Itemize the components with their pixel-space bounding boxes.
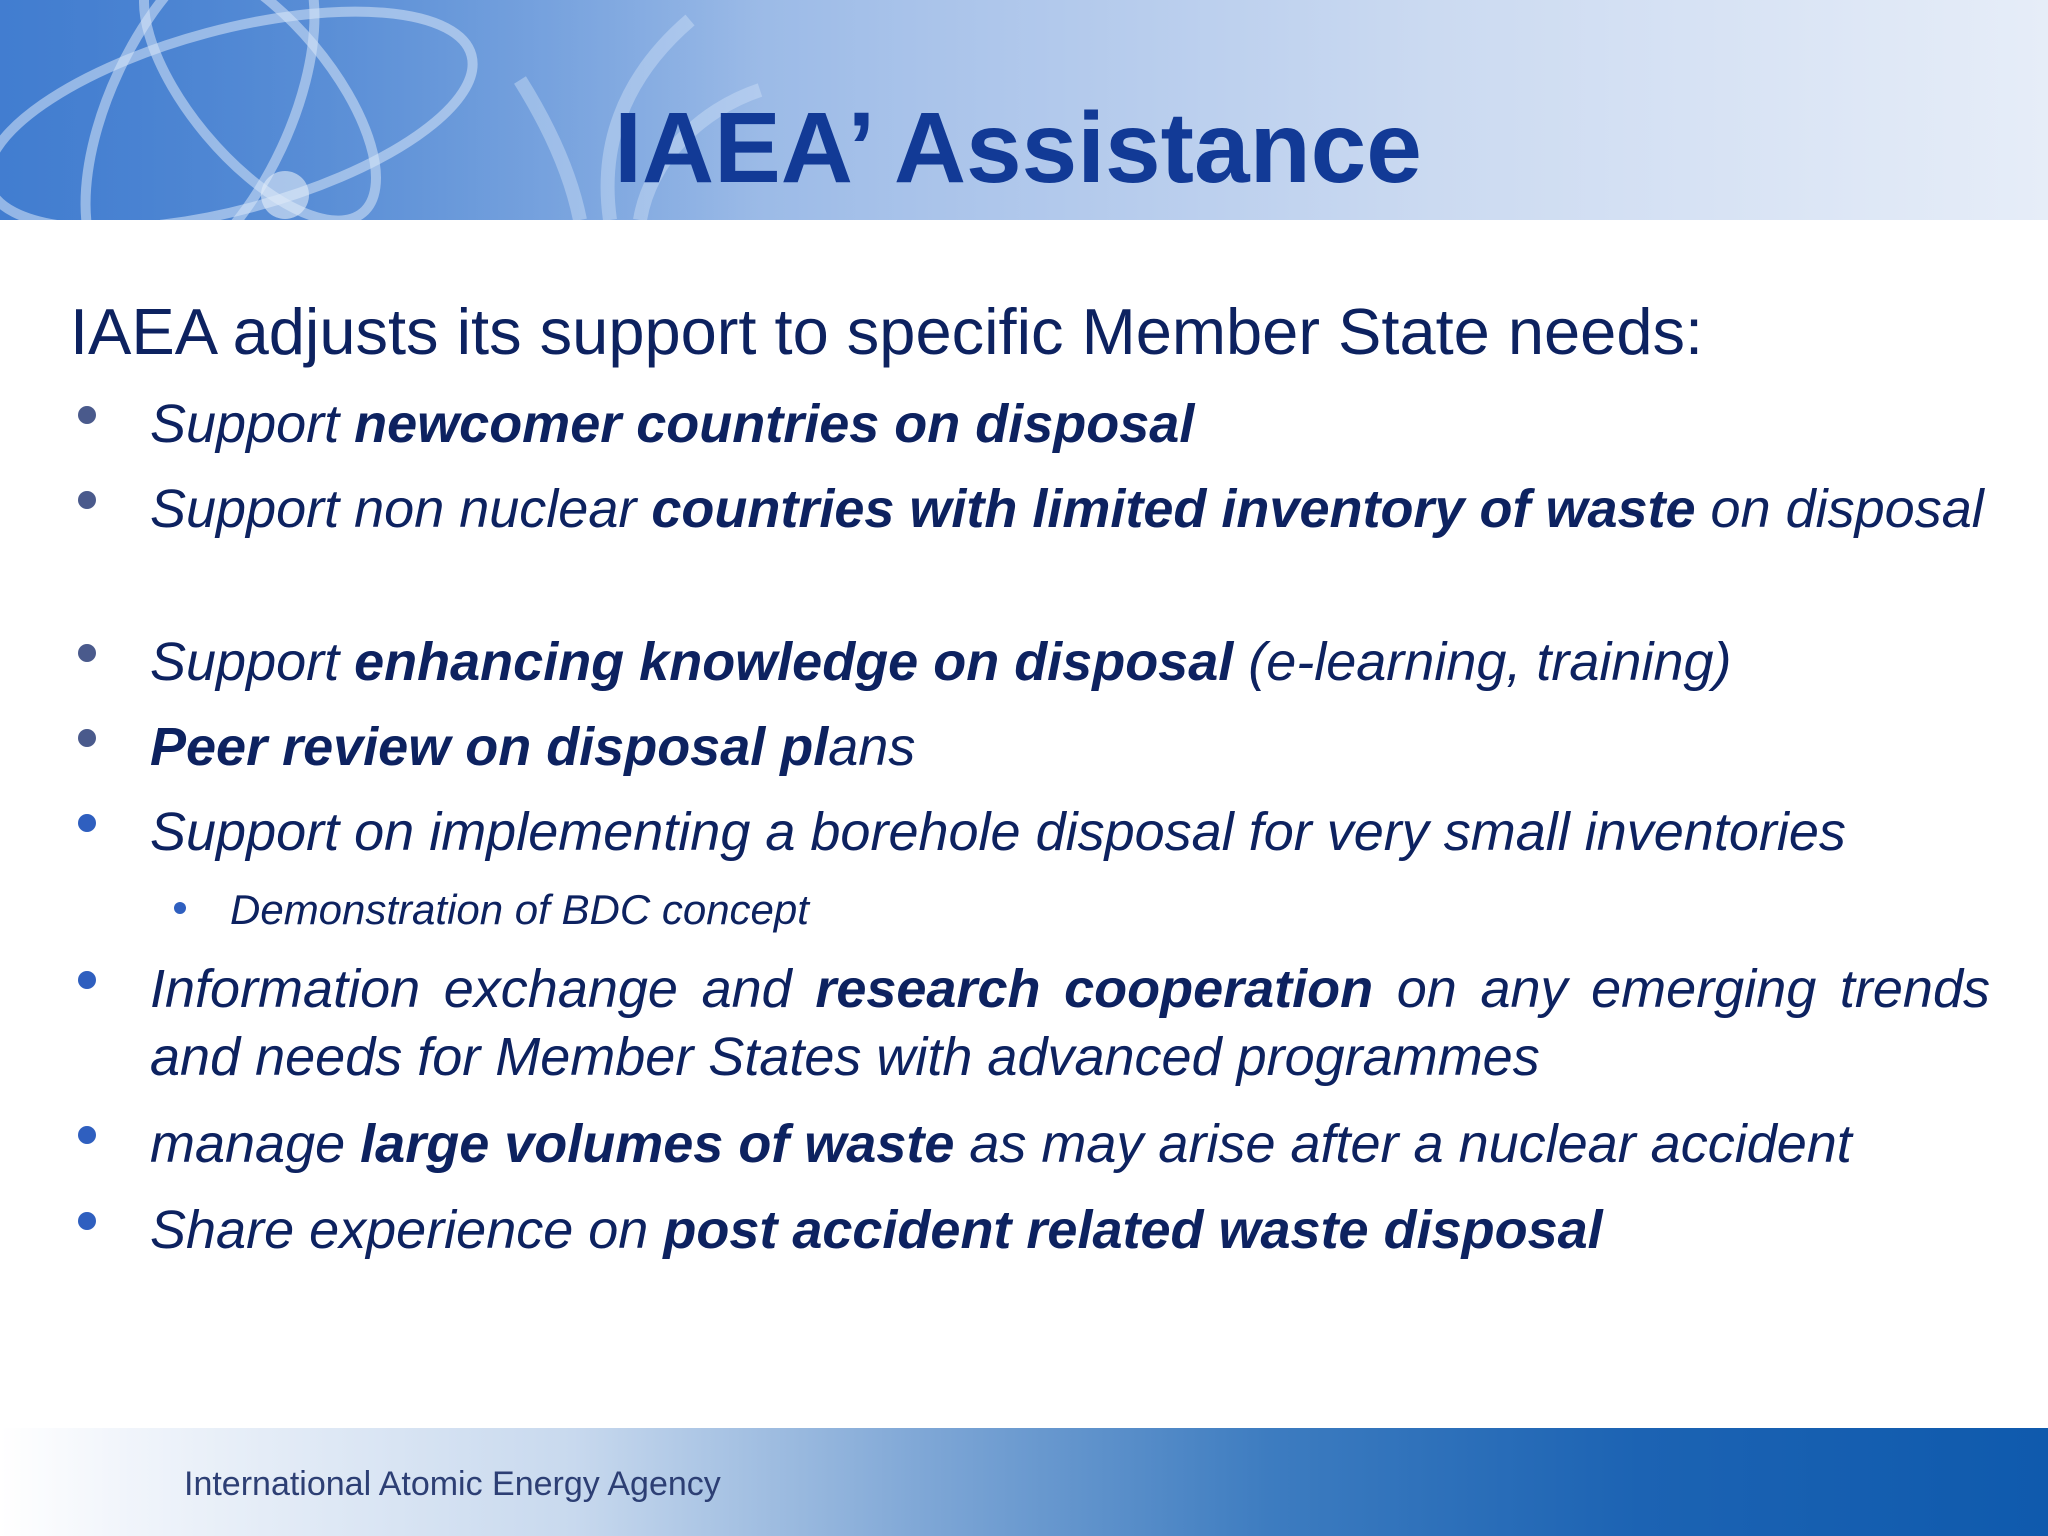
bullet-dot-icon bbox=[78, 406, 96, 424]
bullet-dot-icon bbox=[78, 1212, 96, 1230]
bullet-text: Support on implementing a borehole disposal for very small inventories bbox=[150, 802, 1846, 862]
bullet-item bbox=[150, 798, 1990, 866]
bullet-text: Peer review on disposal plans bbox=[150, 717, 916, 777]
bullet-text: manage large volumes of waste as may arise after a nuclear accident bbox=[150, 1114, 1852, 1174]
bullet-text: Support newcomer countries on disposal bbox=[150, 394, 1195, 454]
bullet-dot-icon bbox=[78, 814, 96, 832]
bullet-text: Support enhancing knowledge on disposal (e-learning, training) bbox=[150, 632, 1732, 692]
bullet-dot-icon bbox=[78, 491, 96, 509]
sub-bullet-dot-icon bbox=[174, 902, 186, 914]
sub-bullet-item bbox=[230, 880, 809, 940]
intro-text: IAEA adjusts its support to specific Member State needs: bbox=[70, 295, 1704, 368]
bullet-text: Share experience on post accident related waste disposal bbox=[150, 1200, 1603, 1260]
bullet-item bbox=[150, 475, 1990, 543]
sub-bullet-text: Demonstration of BDC concept bbox=[230, 886, 809, 933]
bullet-dot-icon bbox=[78, 1126, 96, 1144]
bullet-item bbox=[150, 713, 1990, 781]
bullet-item bbox=[150, 955, 1990, 1091]
bullet-dot-icon bbox=[78, 729, 96, 747]
bullet-text: Information exchange and research cooperation on any emerging trends and needs for Member States with advanced programmes bbox=[150, 959, 1990, 1087]
bullet-item bbox=[150, 1196, 1990, 1264]
slide-title bbox=[0, 88, 2048, 208]
bullet-dot-icon bbox=[78, 971, 96, 989]
slide-title-text: IAEA’ Assistance bbox=[614, 92, 1422, 204]
bullet-dot-icon bbox=[78, 644, 96, 662]
bullet-item bbox=[150, 1110, 1990, 1178]
bullet-text: Support non nuclear countries with limited inventory of waste on disposal bbox=[150, 479, 1984, 539]
footer-organization: International Atomic Energy Agency bbox=[184, 1465, 721, 1503]
bullet-item bbox=[150, 628, 1990, 696]
bullet-item bbox=[150, 390, 1990, 458]
